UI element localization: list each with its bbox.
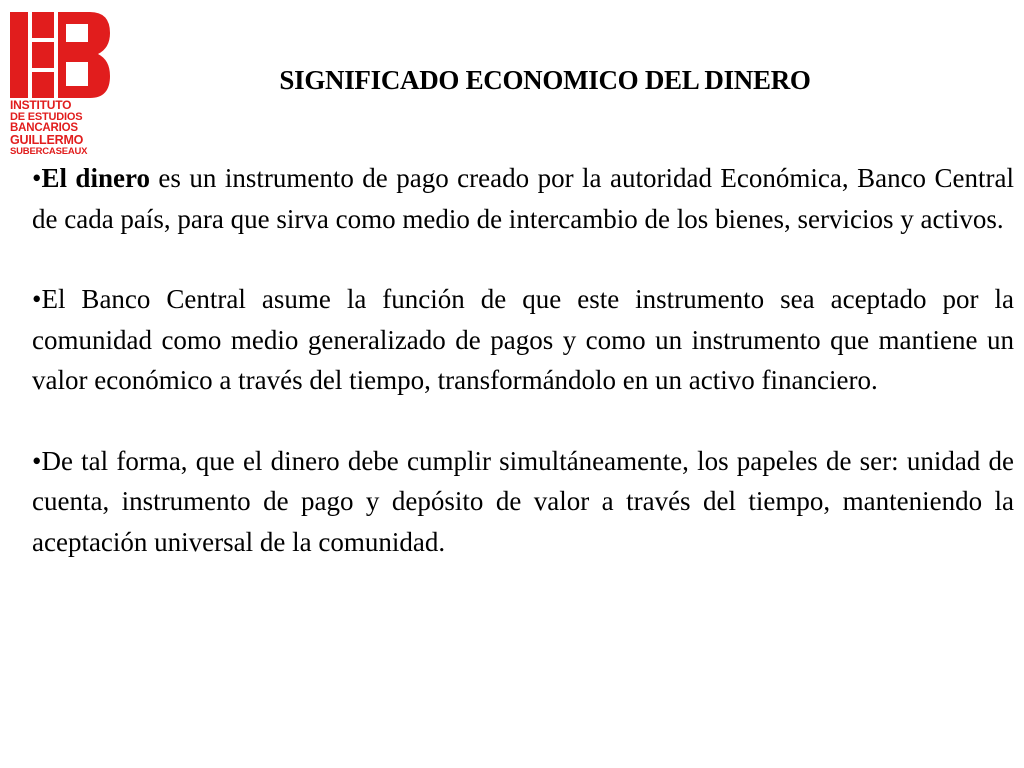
bullet: • [32,445,42,476]
slide-title: SIGNIFICADO ECONOMICO DEL DINERO [279,65,811,95]
slide-body [32,158,1014,562]
paragraph-lead: El dinero [41,163,150,193]
logo-line-instituto: INSTITUTO [10,98,72,112]
paragraph-definition [32,158,1014,239]
logo-line-bancarios: BANCARIOS [10,122,78,134]
bullet: • [32,284,42,314]
paragraph-text: El Banco Central asume la función de que este instrumento sea aceptado por la comunidad como medio generalizado de pagos y como un instrumento que mantiene un valor económico a través del tiempo, transformándolo en un activo financiero. [32,284,1014,395]
paragraph-text: es un instrumento de pago creado por la autoridad Económica, Banco Central de cada país, para que sirva como medio de intercambio de los bienes, servicios y activos. [32,163,1014,234]
institution-name [10,100,128,158]
paragraph-functions [32,441,1014,563]
bullet: • [32,163,42,193]
paragraph-central-bank [32,279,1014,401]
paragraph-text: De tal forma, que el dinero debe cumplir simultáneamente, los papeles de ser: unidad de cuenta, instrumento de pago y depósito de valor a través del tiempo, manteniendo la aceptación universal de la comunidad. [32,445,1014,557]
logo-line-guillermo: GUILLERMO [10,132,84,147]
logo-line-subercaseaux: SUBERCASEAUX [10,146,88,157]
logo-line-de-estudios: DE ESTUDIOS [10,110,83,123]
